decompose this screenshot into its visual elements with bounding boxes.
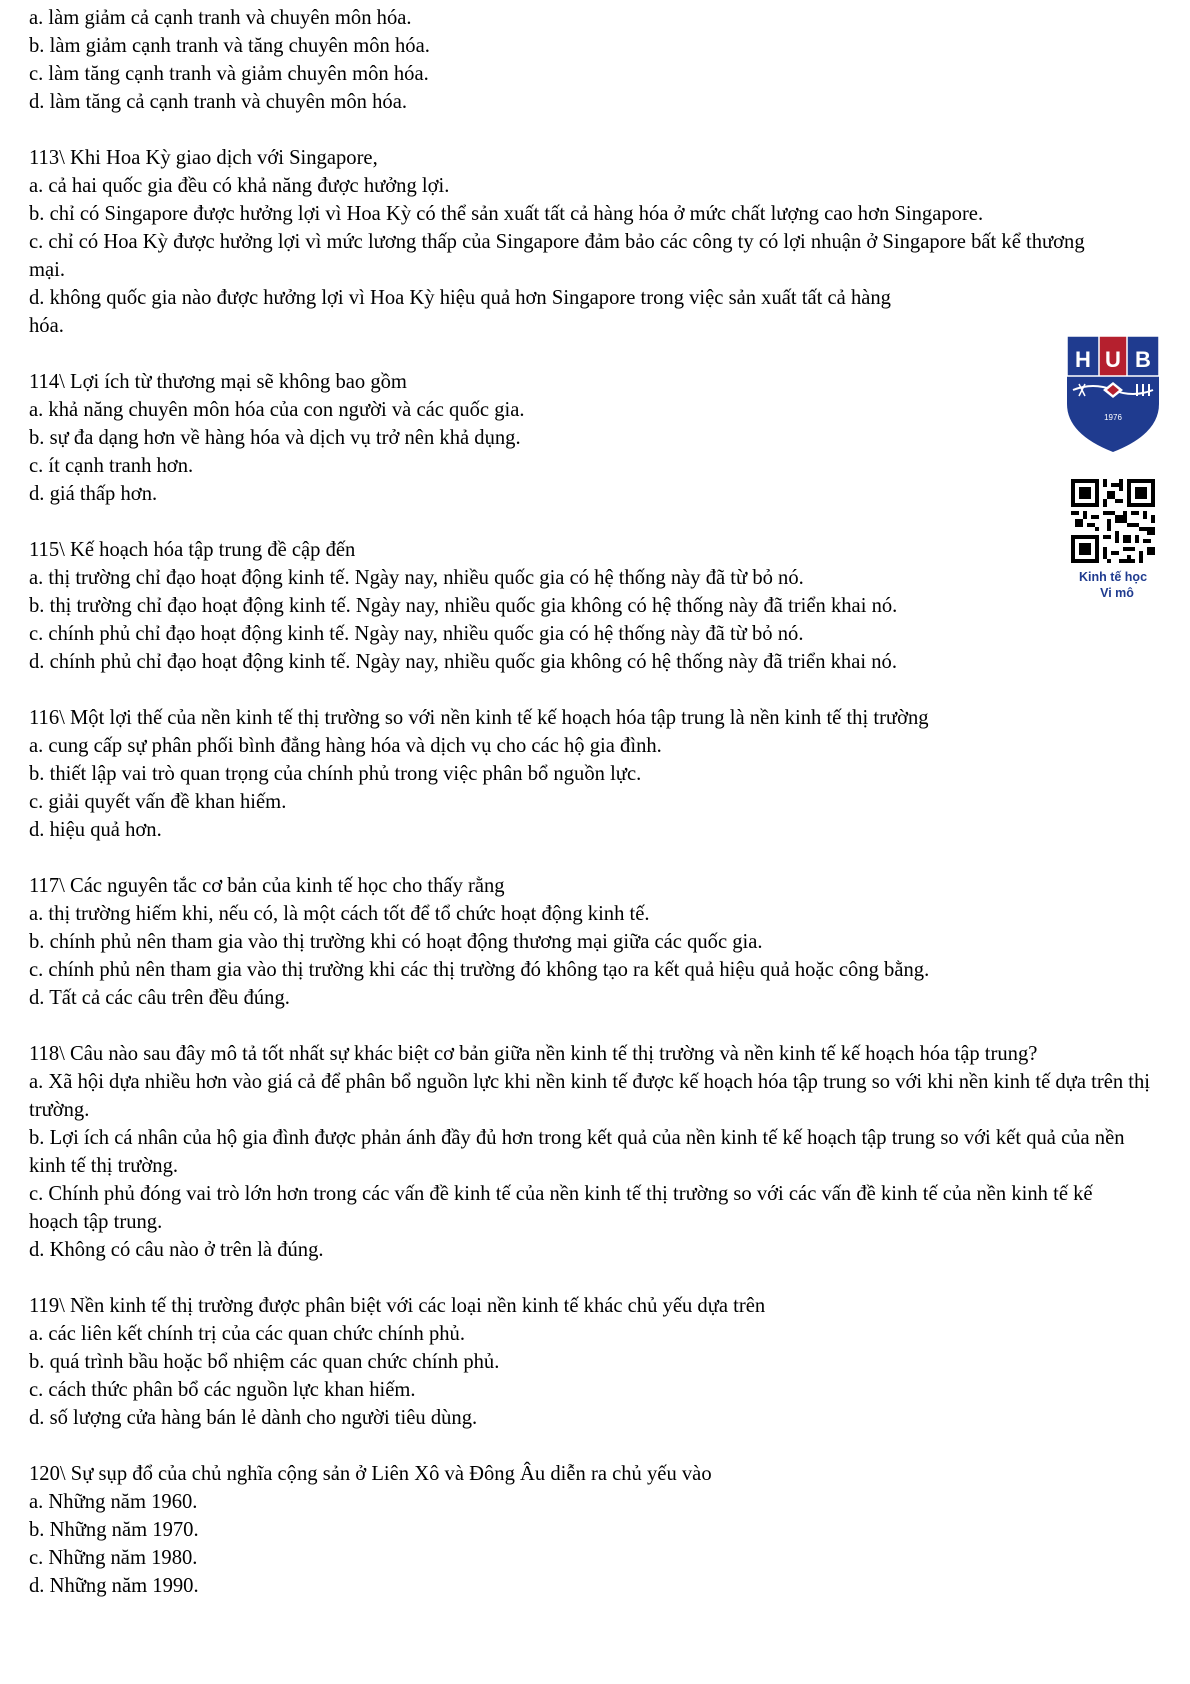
- question-block-115: [29, 536, 1169, 676]
- question-text: 115\ Kế hoạch hóa tập trung đề cập đến: [29, 539, 356, 561]
- question-block-117: [29, 872, 1169, 1012]
- question-text: 117\ Các nguyên tắc cơ bản của kinh tế học cho thấy rằng: [29, 875, 505, 897]
- option-c: c. chính phủ nên tham gia vào thị trường khi các thị trường đó không tạo ra kết quả hiệu quả hoặc công bằng.: [29, 959, 930, 981]
- question-block-116: [29, 704, 1169, 844]
- question-text: 116\ Một lợi thế của nền kinh tế thị trường so với nền kinh tế kế hoạch hóa tập trung là nền kinh tế thị trường: [29, 707, 929, 729]
- option-d: d. Tất cả các câu trên đều đúng.: [29, 987, 290, 1009]
- hub-badge: [1063, 334, 1163, 601]
- document-body: [29, 4, 1169, 1600]
- option-a: a. Xã hội dựa nhiều hơn vào giá cả để phân bổ nguồn lực khi nền kinh tế được kế hoạch hóa tập trung so với khi nền kinh tế dựa trên thị trường.: [29, 1071, 1151, 1121]
- option-b: b. thị trường chỉ đạo hoạt động kinh tế. Ngày nay, nhiều quốc gia không có hệ thống này đã triển khai nó.: [29, 595, 898, 617]
- question-text: 118\ Câu nào sau đây mô tả tốt nhất sự khác biệt cơ bản giữa nền kinh tế thị trường và nền kinh tế kế hoạch hóa tập trung?: [29, 1043, 1038, 1065]
- option-d: d. làm tăng cả cạnh tranh và chuyên môn hóa.: [29, 91, 407, 113]
- option-b: b. thiết lập vai trò quan trọng của chính phủ trong việc phân bổ nguồn lực.: [29, 763, 642, 785]
- badge-subtitle: Vi mô: [1100, 586, 1134, 600]
- option-c: c. chính phủ chỉ đạo hoạt động kinh tế. Ngày nay, nhiều quốc gia có hệ thống này đã từ bỏ nó.: [29, 623, 804, 645]
- option-c: c. cách thức phân bổ các nguồn lực khan hiếm.: [29, 1379, 416, 1401]
- question-block-112: [29, 4, 1169, 116]
- hub-shield-logo: [1063, 334, 1163, 454]
- option-d: d. số lượng cửa hàng bán lẻ dành cho người tiêu dùng.: [29, 1407, 478, 1429]
- option-c: c. giải quyết vấn đề khan hiếm.: [29, 791, 287, 813]
- logo-year: 1976: [1104, 413, 1122, 422]
- qr-code-icon: [1071, 479, 1155, 563]
- logo-letter-h: H: [1075, 347, 1091, 372]
- option-d: d. Những năm 1990.: [29, 1575, 199, 1597]
- option-a: a. thị trường chỉ đạo hoạt động kinh tế. Ngày nay, nhiều quốc gia có hệ thống này đã từ bỏ nó.: [29, 567, 804, 589]
- option-b: b. chính phủ nên tham gia vào thị trường khi có hoạt động thương mại giữa các quốc gia.: [29, 931, 763, 953]
- option-c: c. làm tăng cạnh tranh và giảm chuyên môn hóa.: [29, 63, 429, 85]
- option-d: d. chính phủ chỉ đạo hoạt động kinh tế. Ngày nay, nhiều quốc gia không có hệ thống này đã triển khai nó.: [29, 651, 897, 673]
- option-d: d. không quốc gia nào được hưởng lợi vì Hoa Kỳ hiệu quả hơn Singapore trong việc sản xuất tất cả hàng hóa.: [29, 287, 891, 337]
- option-b: b. sự đa dạng hơn về hàng hóa và dịch vụ trở nên khả dụng.: [29, 427, 521, 449]
- question-text: 114\ Lợi ích từ thương mại sẽ không bao gồm: [29, 371, 407, 393]
- badge-title: Kinh tế học: [1078, 570, 1148, 584]
- option-a: a. cung cấp sự phân phối bình đẳng hàng hóa và dịch vụ cho các hộ gia đình.: [29, 735, 662, 757]
- option-a: a. cả hai quốc gia đều có khả năng được hưởng lợi.: [29, 175, 450, 197]
- option-d: d. giá thấp hơn.: [29, 483, 158, 505]
- option-b: b. chỉ có Singapore được hưởng lợi vì Hoa Kỳ có thể sản xuất tất cả hàng hóa ở mức chất lượng cao hơn Singapore.: [29, 203, 984, 225]
- question-block-119: [29, 1292, 1169, 1432]
- option-a: a. các liên kết chính trị của các quan chức chính phủ.: [29, 1323, 465, 1345]
- option-d: d. Không có câu nào ở trên là đúng.: [29, 1239, 324, 1261]
- option-a: a. Những năm 1960.: [29, 1491, 198, 1513]
- option-d: d. hiệu quả hơn.: [29, 819, 162, 841]
- option-c: c. ít cạnh tranh hơn.: [29, 455, 194, 477]
- option-c: c. chỉ có Hoa Kỳ được hưởng lợi vì mức lương thấp của Singapore đảm bảo các công ty có lợi nhuận ở Singapore bất kể thương mại.: [29, 231, 1085, 281]
- option-a: a. thị trường hiếm khi, nếu có, là một cách tốt để tổ chức hoạt động kinh tế.: [29, 903, 650, 925]
- logo-letter-u: U: [1105, 347, 1121, 372]
- option-b: b. quá trình bầu hoặc bổ nhiệm các quan chức chính phủ.: [29, 1351, 500, 1373]
- question-block-120: [29, 1460, 1169, 1600]
- question-block-118: [29, 1040, 1169, 1264]
- option-c: c. Chính phủ đóng vai trò lớn hơn trong các vấn đề kinh tế của nền kinh tế thị trường so với các vấn đề kinh tế của nền kinh tế kế hoạch tập trung.: [29, 1183, 1093, 1233]
- option-a: a. làm giảm cả cạnh tranh và chuyên môn hóa.: [29, 7, 412, 29]
- question-block-114: [29, 368, 1169, 508]
- question-text: 119\ Nền kinh tế thị trường được phân biệt với các loại nền kinh tế khác chủ yếu dựa trên: [29, 1295, 766, 1317]
- option-b: b. Lợi ích cá nhân của hộ gia đình được phản ánh đầy đủ hơn trong kết quả của nền kinh tế kế hoạch tập trung so với kết quả của nền kinh tế thị trường.: [29, 1127, 1125, 1177]
- question-text: 113\ Khi Hoa Kỳ giao dịch với Singapore,: [29, 147, 378, 169]
- question-text: 120\ Sự sụp đổ của chủ nghĩa cộng sản ở Liên Xô và Đông Âu diễn ra chủ yếu vào: [29, 1463, 712, 1485]
- option-a: a. khả năng chuyên môn hóa của con người và các quốc gia.: [29, 399, 525, 421]
- logo-letter-b: B: [1135, 347, 1151, 372]
- option-c: c. Những năm 1980.: [29, 1547, 198, 1569]
- question-block-113: [29, 144, 1169, 340]
- option-b: b. Những năm 1970.: [29, 1519, 199, 1541]
- option-b: b. làm giảm cạnh tranh và tăng chuyên môn hóa.: [29, 35, 430, 57]
